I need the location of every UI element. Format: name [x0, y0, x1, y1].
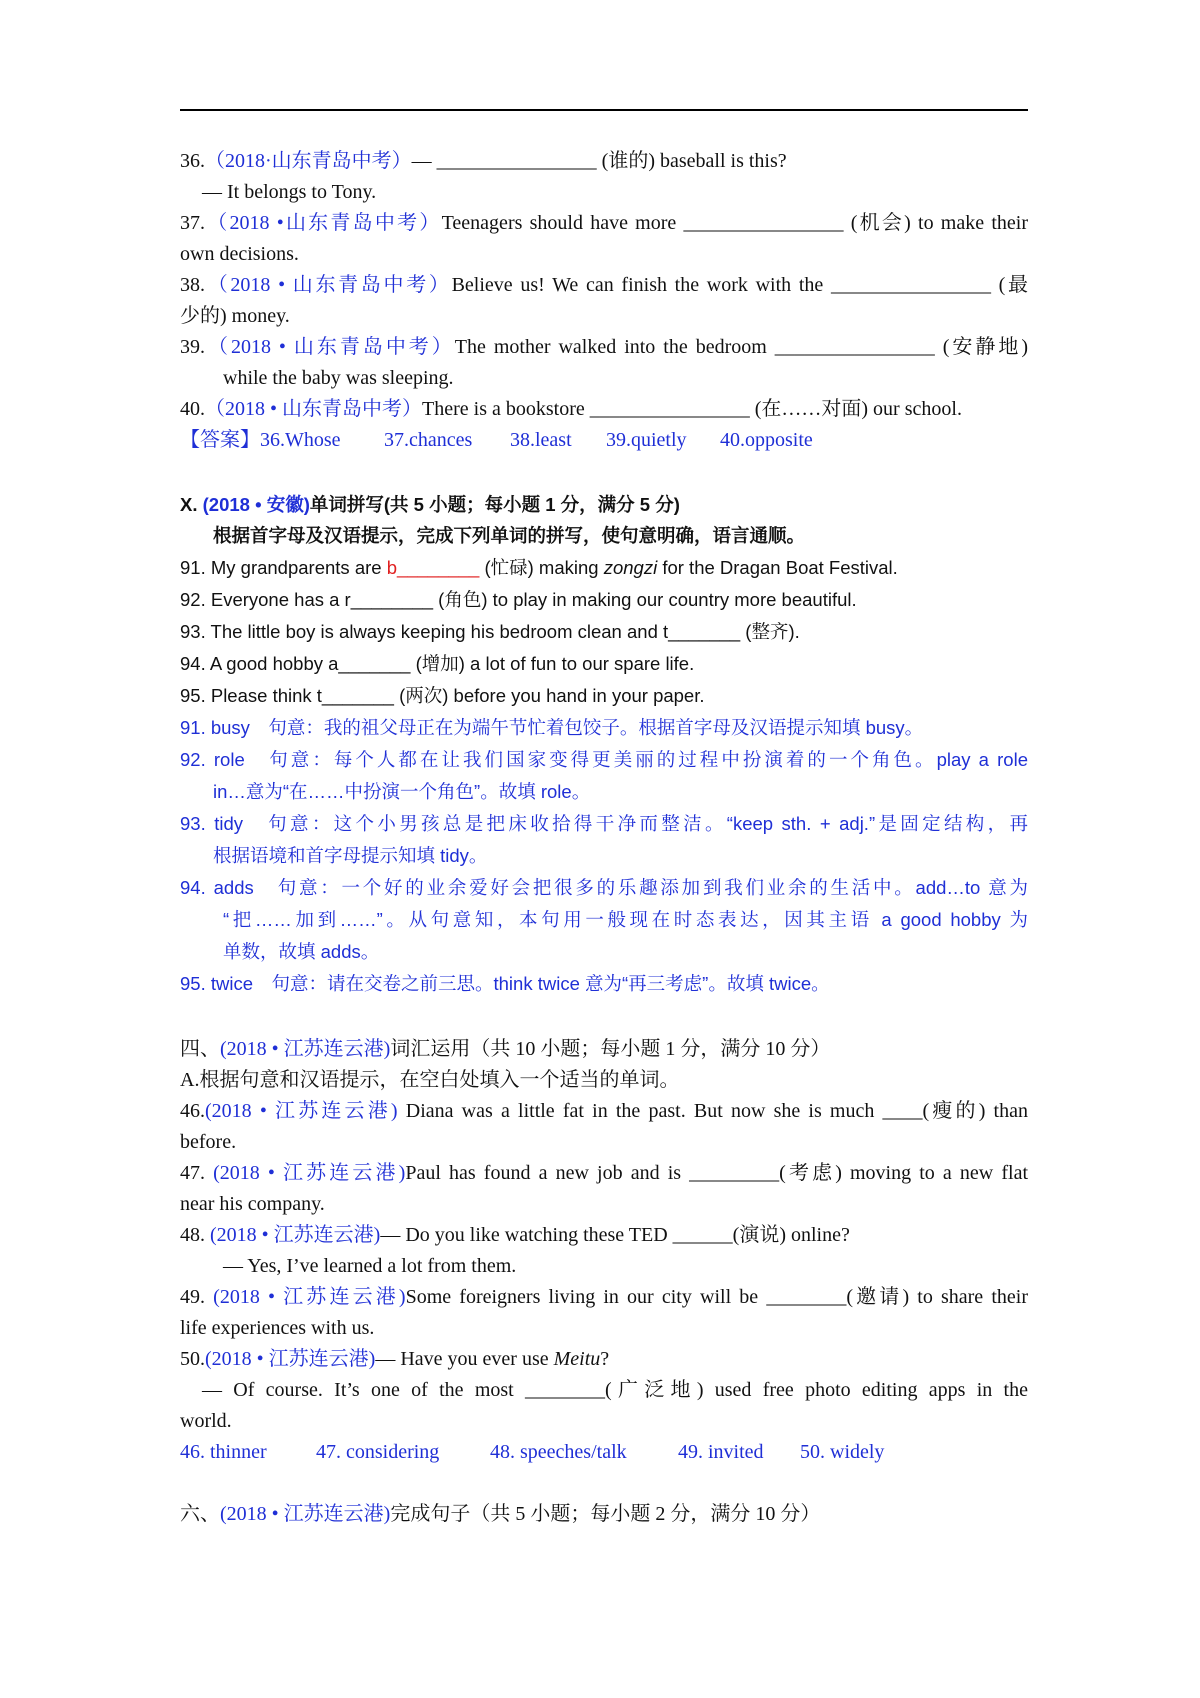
question-37 — [180, 208, 1028, 238]
question-50-cont2: world. — [180, 1410, 232, 1432]
question-text: — Have you ever use — [375, 1348, 554, 1370]
answer-item: 46. thinner — [180, 1441, 267, 1463]
question-source: (2018 • 江苏连云港) — [205, 1348, 376, 1370]
section-source: (2018 • 安徽) — [202, 494, 310, 515]
question-number: 48. — [180, 1224, 210, 1246]
section-heading: 完成句子（共 5 小题；每小题 2 分，满分 10 分） — [390, 1503, 821, 1525]
question-text: Believe us! We can finish the work with the ________________ (最 — [451, 274, 1028, 296]
question-48 — [180, 1220, 850, 1250]
section-title-lianyungang-sentences — [180, 1499, 820, 1529]
question-number: 38. — [180, 274, 205, 296]
question-source: （2018 •山东青岛中考） — [205, 212, 442, 234]
question-92: 92. Everyone has a r________ (角色) to play in making our country more beautiful. — [180, 589, 857, 610]
section-instruction-anhui: 根据首字母及汉语提示，完成下列单词的拼写，使句意明确，语言通顺。 — [213, 525, 806, 546]
question-number: 37. — [180, 212, 205, 234]
question-number: 50. — [180, 1348, 205, 1370]
answer-91: 91. busy 句意：我的祖父母正在为端午节忙着包饺子。根据首字母及汉语提示知填 busy。 — [180, 717, 924, 738]
question-text: — Do you like watching these TED ______(演说) online? — [380, 1224, 850, 1246]
answer-93-cont: 根据语境和首字母提示知填 tidy。 — [213, 845, 488, 866]
answer-item: 47. considering — [316, 1441, 440, 1463]
question-49 — [180, 1282, 1028, 1312]
blank-hint: b________ — [386, 557, 480, 578]
header-rule — [180, 109, 1028, 111]
answer-92-cont: in…意为“在……中扮演一个角色”。故填 role。 — [213, 781, 591, 802]
section-title-anhui — [180, 490, 680, 520]
question-50-cont: — Of course. It’s one of the most ________(广泛地) used free photo editing apps in the — [202, 1379, 1028, 1401]
question-source: （2018·山东青岛中考） — [205, 150, 412, 172]
question-number: 36. — [180, 150, 205, 172]
question-number: 49. — [180, 1286, 214, 1308]
question-text: There is a bookstore ________________ (在……对面) our school. — [422, 398, 962, 420]
question-number: 40. — [180, 398, 205, 420]
answer-item: 【答案】36.Whose — [180, 429, 341, 451]
question-text: 91. My grandparents are — [180, 557, 387, 578]
question-text: Some foreigners living in our city will be ________(邀请) to share their — [405, 1286, 1028, 1308]
question-36-reply: — It belongs to Tony. — [202, 181, 377, 203]
question-text: The mother walked into the bedroom ________________ (安静地) — [454, 336, 1028, 358]
answer-93: 93. tidy 句意：这个小男孩总是把床收拾得干净而整洁。“keep sth. + adj.”是固定结构，再 — [180, 813, 1028, 834]
answer-94-cont: “把……加到……”。从句意知，本句用一般现在时态表达，因其主语 a good hobby 为 — [223, 909, 1028, 930]
question-text: (忙碌) making — [479, 557, 604, 578]
answer-94: 94. adds 句意：一个好的业余爱好会把很多的乐趣添加到我们业余的生活中。add…to 意为 — [180, 877, 1028, 898]
answer-item: 37.chances — [384, 429, 473, 451]
answer-item: 49. invited — [678, 1441, 764, 1463]
question-94: 94. A good hobby a_______ (增加) a lot of fun to our spare life. — [180, 653, 695, 674]
question-number: 39. — [180, 336, 205, 358]
question-number: 47. — [180, 1162, 214, 1184]
question-36 — [180, 146, 787, 176]
question-text: ? — [600, 1348, 610, 1370]
question-50 — [180, 1344, 609, 1374]
section-source: (2018 • 江苏连云港) — [220, 1038, 391, 1060]
question-text: Paul has found a new job and is _________(考虑) moving to a new flat — [405, 1162, 1029, 1184]
question-source: (2018 • 江苏连云港) — [213, 1162, 406, 1184]
question-source: (2018 • 江苏连云港) — [205, 1100, 398, 1122]
question-95: 95. Please think t_______ (两次) before you hand in your paper. — [180, 685, 705, 706]
answer-item: 39.quietly — [606, 429, 687, 451]
italic-term: Meitu — [553, 1348, 601, 1370]
question-text: Teenagers should have more ________________ (机会) to make their — [441, 212, 1028, 234]
question-38 — [180, 270, 1028, 300]
question-91 — [180, 553, 898, 583]
question-93: 93. The little boy is always keeping his bedroom clean and t_______ (整齐). — [180, 621, 800, 642]
italic-term: zongzi — [603, 557, 658, 578]
section-instruction-lianyungang: A.根据句意和汉语提示，在空白处填入一个适当的单词。 — [180, 1069, 680, 1091]
question-39-cont: while the baby was sleeping. — [223, 367, 454, 389]
question-40 — [180, 394, 962, 424]
question-39 — [180, 332, 1028, 362]
question-47-cont: near his company. — [180, 1193, 325, 1215]
question-source: （2018 • 山东青岛中考） — [205, 336, 455, 358]
question-source: (2018 • 江苏连云港) — [210, 1224, 381, 1246]
answer-92: 92. role 句意：每个人都在让我们国家变得更美丽的过程中扮演着的一个角色。play a role — [180, 749, 1028, 770]
question-text: Diana was a little fat in the past. But now she is much ____(瘦的) than — [397, 1100, 1028, 1122]
question-38-cont: 少的) money. — [180, 305, 290, 327]
section-source: (2018 • 江苏连云港) — [220, 1503, 391, 1525]
question-49-cont: life experiences with us. — [180, 1317, 375, 1339]
section-number: X. — [180, 494, 198, 515]
answer-95: 95. twice 句意：请在交卷之前三思。think twice 意为“再三考虑”。故填 twice。 — [180, 973, 830, 994]
answer-item: 40.opposite — [720, 429, 813, 451]
question-number: 46. — [180, 1100, 205, 1122]
answer-item: 38.least — [510, 429, 572, 451]
answer-item: 48. speeches/talk — [490, 1441, 627, 1463]
section-number: 四、 — [180, 1038, 220, 1060]
answer-key-36-40 — [180, 425, 341, 455]
section-number: 六、 — [180, 1503, 220, 1525]
section-heading: 词汇运用（共 10 小题；每小题 1 分，满分 10 分） — [390, 1038, 831, 1060]
question-47 — [180, 1158, 1028, 1188]
question-source: （2018 • 山东青岛中考） — [205, 398, 423, 420]
question-46 — [180, 1096, 1028, 1126]
question-text: for the Dragan Boat Festival. — [657, 557, 898, 578]
question-37-cont: own decisions. — [180, 243, 299, 265]
section-heading: 单词拼写(共 5 小题；每小题 1 分，满分 5 分) — [309, 494, 680, 515]
answer-94-cont2: 单数，故填 adds。 — [223, 941, 380, 962]
answer-item: 50. widely — [800, 1441, 885, 1463]
question-source: （2018 • 山东青岛中考） — [205, 274, 452, 296]
question-46-cont: before. — [180, 1131, 237, 1153]
question-source: (2018 • 江苏连云港) — [213, 1286, 406, 1308]
section-title-lianyungang-vocab — [180, 1034, 830, 1064]
question-48-cont: — Yes, I’ve learned a lot from them. — [223, 1255, 517, 1277]
question-text: — ________________ (谁的) baseball is this? — [411, 150, 787, 172]
